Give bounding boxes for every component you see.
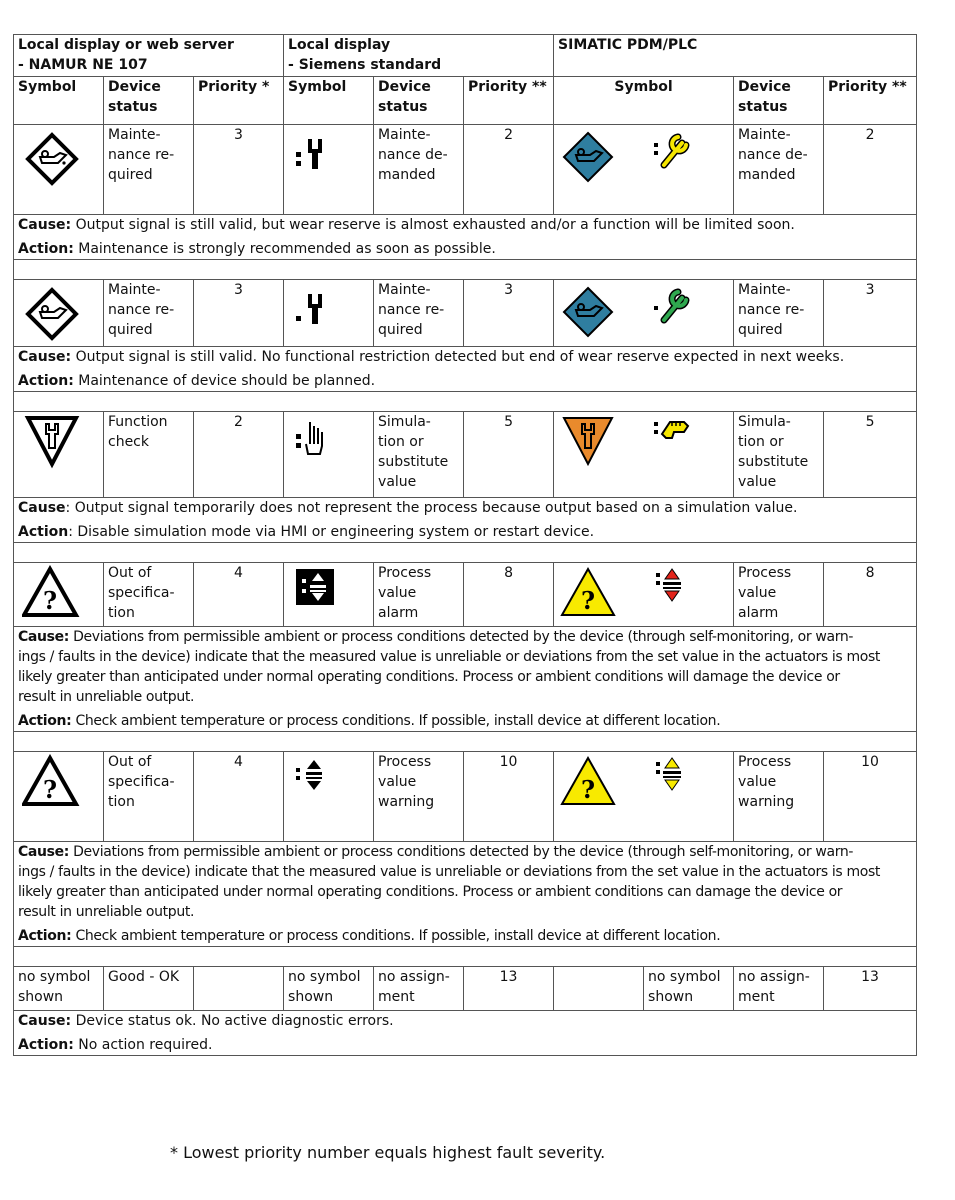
cause-action-row (14, 498, 917, 543)
col-pdm-status (734, 77, 824, 125)
group-namur-line1: Local display or web server (18, 37, 234, 53)
status-line: ment (378, 989, 415, 1005)
col-namur-priority: Priority * (194, 77, 284, 125)
siemens-status (374, 967, 464, 1011)
spacer-row (14, 260, 917, 280)
pdm-symbol-cell (554, 752, 644, 842)
cause-text: Deviations from permissible ambient or process conditions detected by the device (through self-monitoring, or warn- (69, 629, 854, 645)
status-line: alarm (378, 605, 419, 621)
pdm-status (734, 752, 824, 842)
cause-line (18, 347, 912, 367)
namur-status (104, 125, 194, 215)
cause-text: : Output signal temporarily does not represent the process because output based on a simulation value. (65, 500, 798, 516)
group-pdm-label: SIMATIC PDM/PLC (558, 37, 698, 53)
cause-text: result in unreliable output. (18, 689, 195, 705)
siemens-symbol-cell (284, 563, 374, 627)
spacer-row (14, 732, 917, 752)
cause-text: ings / faults in the device) indicate that the measured value is unreliable or deviations from the set value in the actuators is most (18, 864, 881, 880)
status-line: no assign- (378, 969, 450, 985)
footnote: * Lowest priority number equals highest fault severity. (170, 1143, 606, 1162)
action-line (18, 711, 912, 731)
status-line: value (378, 585, 417, 601)
namur-priority: 3 (194, 280, 284, 347)
status-line: value (738, 585, 777, 601)
siemens-status (374, 125, 464, 215)
wrench-icon (648, 131, 698, 171)
status-line: Mainte- (738, 127, 791, 143)
action-line (18, 1035, 912, 1055)
pdm-priority: 10 (824, 752, 917, 842)
group-header-row (14, 35, 917, 77)
function-check-triangle-icon (560, 414, 620, 470)
action-label: Action: (18, 713, 72, 729)
no-symbol-text: shown (648, 989, 694, 1005)
oil-can-diamond-icon (560, 282, 620, 342)
status-line: substitute (738, 454, 809, 470)
status-line: tion (108, 794, 135, 810)
cause-action-cell (14, 215, 917, 260)
pdm-priority: 5 (824, 412, 917, 498)
status-line: nance re- (108, 302, 175, 318)
simulation-hand-icon (648, 416, 698, 452)
pdm-symbol-cell-2 (644, 280, 734, 347)
status-line: nance re- (108, 147, 175, 163)
status-line: Mainte- (738, 282, 791, 298)
action-line (18, 926, 912, 946)
col-pdm-symbol: Symbol (554, 77, 734, 125)
status-line: nance de- (738, 147, 808, 163)
action-text: Check ambient temperature or process conditions. If possible, install device at different location. (71, 713, 721, 729)
col-namur-status-l1: Device (108, 79, 161, 95)
cause-label: Cause: (18, 217, 72, 233)
cause-action-row (14, 347, 917, 392)
device-status-table (13, 34, 917, 1056)
spacer-cell (14, 947, 917, 967)
namur-status (104, 563, 194, 627)
pdm-status (734, 967, 824, 1011)
pdm-status (734, 412, 824, 498)
cause-label: Cause: (18, 1013, 72, 1029)
spacer-cell (14, 392, 917, 412)
status-line: Mainte- (378, 282, 431, 298)
pdm-symbol-cell-2 (644, 967, 734, 1011)
namur-symbol-cell (14, 125, 104, 215)
status-line: nance re- (378, 302, 445, 318)
status-line: quired (108, 167, 153, 183)
group-pdm (554, 35, 917, 77)
column-header-row (14, 77, 917, 125)
action-text: Maintenance of device should be planned. (73, 373, 376, 389)
status-line: Process (378, 565, 432, 581)
siemens-symbol-cell (284, 125, 374, 215)
no-symbol-text: no symbol (288, 969, 361, 985)
spacer-cell (14, 260, 917, 280)
col-pdm-status-l2: status (738, 99, 788, 115)
status-line: Mainte- (378, 127, 431, 143)
status-line: value (378, 474, 417, 490)
pdm-priority: 8 (824, 563, 917, 627)
wrench-icon (648, 286, 698, 326)
pdm-symbol-cell-2 (644, 563, 734, 627)
svg-text:?: ? (581, 586, 596, 615)
status-line: nance de- (378, 147, 448, 163)
namur-status (104, 752, 194, 842)
group-siemens-line2: - Siemens standard (288, 57, 442, 73)
namur-symbol-cell (14, 563, 104, 627)
namur-priority: 3 (194, 125, 284, 215)
siemens-status (374, 280, 464, 347)
cause-line (18, 842, 912, 862)
table-row (14, 967, 917, 1011)
status-line: Function (108, 414, 168, 430)
cause-action-cell (14, 347, 917, 392)
status-line: no assign- (738, 969, 810, 985)
status-line: value (738, 474, 777, 490)
cause-text: Deviations from permissible ambient or process conditions detected by the device (through self-monitoring, or warn- (69, 844, 854, 860)
out-of-spec-triangle-icon (22, 754, 82, 810)
action-label: Action: (18, 241, 74, 257)
namur-symbol-cell (14, 412, 104, 498)
pdm-symbol-cell-2 (644, 412, 734, 498)
col-pdm-status-l1: Device (738, 79, 791, 95)
pdm-priority: 13 (824, 967, 917, 1011)
svg-text:?: ? (581, 775, 596, 804)
siemens-symbol-cell (284, 752, 374, 842)
cause-action-row (14, 842, 917, 947)
status-line: quired (378, 322, 423, 338)
col-siemens-status-l2: status (378, 99, 428, 115)
action-line (18, 371, 912, 391)
status-line: tion or (378, 434, 424, 450)
group-namur-line2: - NAMUR NE 107 (18, 57, 148, 73)
oil-can-diamond-icon (24, 127, 84, 187)
col-namur-status-l2: status (108, 99, 158, 115)
status-line: Simula- (378, 414, 431, 430)
status-line: tion (108, 605, 135, 621)
cause-text: ings / faults in the device) indicate that the measured value is unreliable or deviations from the set value in the actuators is most (18, 649, 881, 665)
status-line: check (108, 434, 149, 450)
siemens-status (374, 563, 464, 627)
status-line: Process (738, 754, 792, 770)
cause-text: Output signal is still valid, but wear reserve is almost exhausted and/or a function will be limited soon. (71, 217, 795, 233)
namur-status (104, 280, 194, 347)
pdm-symbol-cell (554, 125, 644, 215)
svg-text:?: ? (42, 775, 58, 804)
pdm-status (734, 563, 824, 627)
siemens-symbol-cell (284, 280, 374, 347)
action-text: : Disable simulation mode via HMI or engineering system or restart device. (68, 524, 595, 540)
action-line (18, 239, 912, 259)
namur-priority (194, 967, 284, 1011)
siemens-priority: 2 (464, 125, 554, 215)
namur-status (104, 967, 194, 1011)
group-namur (14, 35, 284, 77)
pdm-symbol-cell (554, 563, 644, 627)
table-row (14, 563, 917, 627)
cause-label: Cause: (18, 349, 72, 365)
group-siemens (284, 35, 554, 77)
status-line: substitute (378, 454, 449, 470)
status-line: quired (738, 322, 783, 338)
status-line: Process (738, 565, 792, 581)
col-siemens-symbol: Symbol (284, 77, 374, 125)
namur-status (104, 412, 194, 498)
action-label: Action: (18, 373, 74, 389)
pdm-status (734, 280, 824, 347)
namur-priority: 4 (194, 752, 284, 842)
action-label: Action: (18, 1037, 74, 1053)
siemens-priority: 8 (464, 563, 554, 627)
col-siemens-status-l1: Device (378, 79, 431, 95)
spacer-cell (14, 732, 917, 752)
cause-text: result in unreliable output. (18, 904, 195, 920)
status-line: tion or (738, 434, 784, 450)
action-line (18, 522, 912, 542)
namur-symbol-cell (14, 752, 104, 842)
status-line: ment (738, 989, 775, 1005)
pdm-priority: 3 (824, 280, 917, 347)
status-line: Good - OK (108, 969, 180, 985)
spacer-row (14, 392, 917, 412)
table-row (14, 125, 917, 215)
pdm-symbol-cell (554, 412, 644, 498)
status-line: Mainte- (108, 282, 161, 298)
siemens-priority: 5 (464, 412, 554, 498)
cause-action-row (14, 627, 917, 732)
status-line: specifica- (108, 585, 175, 601)
group-siemens-line1: Local display (288, 37, 391, 53)
simulation-hand-icon (294, 418, 342, 460)
status-line: manded (378, 167, 436, 183)
table-row (14, 752, 917, 842)
status-line: quired (108, 322, 153, 338)
no-symbol-text: shown (18, 989, 64, 1005)
process-value-alarm-icon (294, 567, 338, 611)
spacer-cell (14, 543, 917, 563)
namur-priority: 2 (194, 412, 284, 498)
cause-text: Device status ok. No active diagnostic errors. (71, 1013, 394, 1029)
cause-action-cell (14, 498, 917, 543)
cause-action-cell (14, 627, 917, 732)
col-namur-symbol: Symbol (14, 77, 104, 125)
status-line: manded (738, 167, 796, 183)
siemens-symbol-cell (284, 967, 374, 1011)
oil-can-diamond-icon (24, 282, 84, 342)
status-line: value (738, 774, 777, 790)
siemens-symbol-cell (284, 412, 374, 498)
cause-text: likely greater than anticipated under normal operating conditions. Process or ambient conditions can damage the device or (18, 884, 843, 900)
action-label: Action: (18, 928, 72, 944)
table-row (14, 412, 917, 498)
process-value-warning-icon (294, 758, 338, 798)
status-line: alarm (738, 605, 779, 621)
out-of-spec-triangle-icon (22, 565, 82, 621)
siemens-status (374, 752, 464, 842)
cause-text: Output signal is still valid. No functional restriction detected but end of wear reserve expected in next weeks. (71, 349, 845, 365)
pdm-priority: 2 (824, 125, 917, 215)
no-symbol-text: no symbol (18, 969, 91, 985)
action-text: Check ambient temperature or process conditions. If possible, install device at different location. (71, 928, 721, 944)
svg-text:?: ? (42, 586, 58, 615)
no-symbol-text: no symbol (648, 969, 721, 985)
status-line: Process (378, 754, 432, 770)
cause-line (18, 1011, 912, 1031)
col-namur-status (104, 77, 194, 125)
namur-symbol-cell (14, 280, 104, 347)
status-line: warning (738, 794, 795, 810)
status-line: warning (378, 794, 435, 810)
status-line: nance re- (738, 302, 805, 318)
status-line: Out of (108, 754, 152, 770)
pdm-symbol-cell-2 (644, 752, 734, 842)
pdm-symbol-cell-2 (644, 125, 734, 215)
pdm-status (734, 125, 824, 215)
function-check-triangle-icon (24, 414, 84, 470)
cause-action-row (14, 1011, 917, 1056)
status-line: Out of (108, 565, 152, 581)
pdm-symbol-cell (554, 967, 644, 1011)
namur-priority: 4 (194, 563, 284, 627)
pdm-symbol-cell (554, 280, 644, 347)
namur-symbol-cell (14, 967, 104, 1011)
siemens-status (374, 412, 464, 498)
cause-label: Cause: (18, 844, 70, 860)
wrench-icon (294, 288, 334, 328)
cause-line (18, 627, 912, 647)
cause-line (18, 215, 912, 235)
spacer-row (14, 543, 917, 563)
out-of-spec-triangle-icon (560, 754, 620, 810)
cause-action-cell (14, 1011, 917, 1056)
status-line: Mainte- (108, 127, 161, 143)
status-line: specifica- (108, 774, 175, 790)
cause-action-row (14, 215, 917, 260)
oil-can-diamond-icon (560, 127, 620, 187)
table-row (14, 280, 917, 347)
status-line: Simula- (738, 414, 791, 430)
wrench-icon (294, 133, 334, 173)
col-pdm-priority: Priority ** (824, 77, 917, 125)
out-of-spec-triangle-icon (560, 565, 620, 621)
no-symbol-text: shown (288, 989, 334, 1005)
siemens-priority: 10 (464, 752, 554, 842)
status-line: value (378, 774, 417, 790)
siemens-priority: 13 (464, 967, 554, 1011)
cause-text: likely greater than anticipated under normal operating conditions. Process or ambient conditions will damage the device or (18, 669, 840, 685)
cause-label: Cause: (18, 629, 70, 645)
siemens-priority: 3 (464, 280, 554, 347)
cause-line (18, 498, 912, 518)
cause-action-cell (14, 842, 917, 947)
process-value-alarm-icon (648, 567, 698, 611)
action-label: Action (18, 524, 69, 540)
col-siemens-status (374, 77, 464, 125)
action-text: Maintenance is strongly recommended as soon as possible. (73, 241, 496, 257)
action-text: No action required. (73, 1037, 213, 1053)
process-value-warning-icon (648, 756, 698, 800)
spacer-row (14, 947, 917, 967)
cause-label: Cause (18, 500, 66, 516)
col-siemens-priority: Priority ** (464, 77, 554, 125)
